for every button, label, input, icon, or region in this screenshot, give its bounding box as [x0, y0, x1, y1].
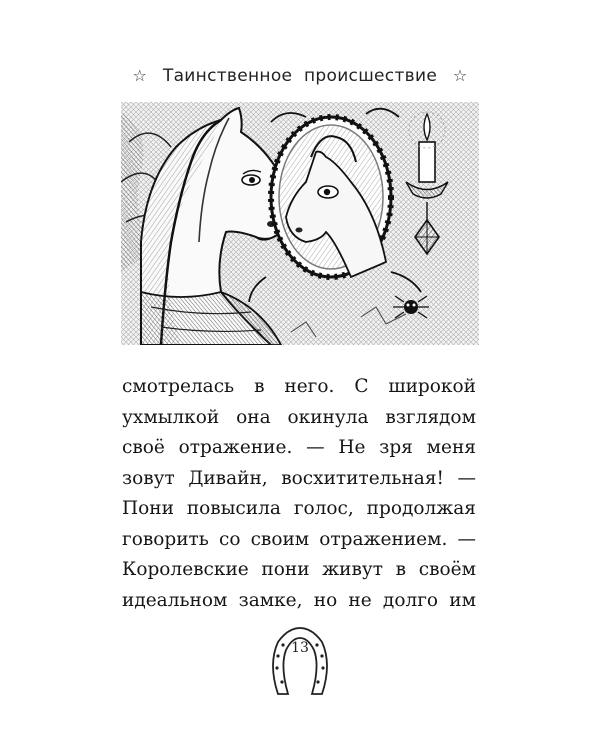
word: Королевские [122, 559, 249, 580]
word: своё [122, 437, 165, 458]
word: Не [338, 437, 366, 458]
word: смотрелась [122, 376, 235, 397]
text-line [122, 403, 476, 434]
word: говорить [122, 528, 209, 550]
pony-mirror-illustration [121, 102, 479, 345]
word: отражение. [178, 437, 293, 458]
word: живут [322, 559, 384, 580]
text-line [122, 433, 476, 464]
page-number: 13 [291, 640, 309, 656]
word: широкой [388, 376, 476, 397]
running-head [0, 66, 600, 86]
word: замке, [238, 589, 303, 611]
word: в [395, 559, 407, 580]
word: — [457, 467, 476, 489]
star-icon-right: ☆ [452, 66, 468, 85]
word: голос, [293, 498, 354, 519]
word: — [306, 437, 325, 458]
word: им [449, 589, 476, 611]
text-line [122, 555, 476, 586]
word: не [348, 589, 372, 611]
word: — [457, 528, 476, 550]
word: отражением. [319, 528, 448, 550]
word: своим [250, 528, 310, 550]
word: взглядом [385, 406, 476, 428]
chapter-title: Таинственное происшествие [162, 66, 438, 86]
word: пони [261, 559, 310, 580]
word: продолжая [366, 498, 476, 519]
word: идеальном [122, 589, 228, 611]
word: С [354, 376, 369, 397]
text-line [122, 464, 476, 495]
word: окинула [287, 406, 369, 428]
word: восхитительная! [281, 467, 444, 489]
word: в [254, 376, 265, 397]
word: него. [284, 376, 335, 397]
word: зря [379, 437, 413, 458]
word: со [218, 528, 241, 550]
horseshoe-icon [264, 624, 336, 704]
text-line [122, 586, 476, 617]
word: повысила [186, 498, 281, 519]
word: она [236, 406, 271, 428]
text-line [122, 525, 476, 556]
word: долго [382, 589, 439, 611]
star-icon-left: ☆ [132, 66, 148, 85]
word: но [313, 589, 338, 611]
word: Пони [122, 498, 174, 519]
word: меня [426, 437, 476, 458]
word: ухмылкой [122, 406, 220, 428]
body-text [122, 372, 476, 616]
text-line [122, 494, 476, 525]
word: зовут [122, 467, 175, 489]
word: Дивайн, [188, 467, 268, 489]
word: своём [418, 559, 476, 580]
text-line [122, 372, 476, 403]
